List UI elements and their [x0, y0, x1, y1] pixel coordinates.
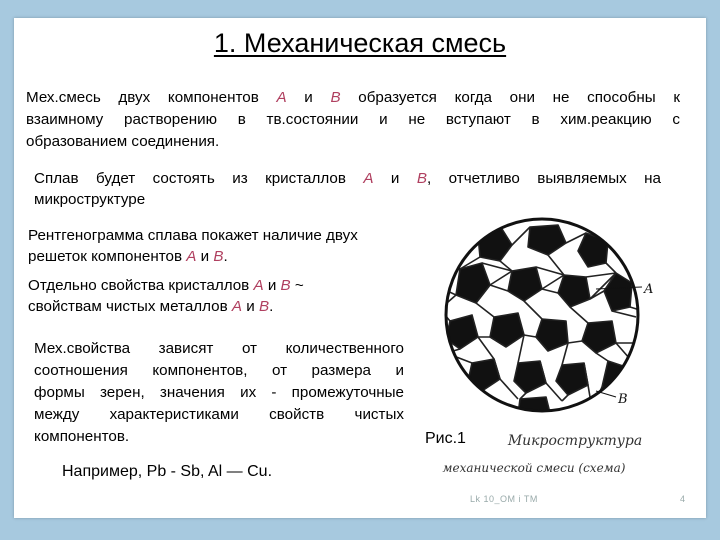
- example-text: Например, Pb - Sb, Al — Cu.: [62, 463, 273, 480]
- microstructure-figure: [420, 213, 700, 418]
- para2-line1: Сплав будет состоять из кристаллов A и B, отчетливо выявляемых на: [34, 170, 661, 187]
- para1-line3: образованием соединения.: [26, 133, 220, 150]
- para5-line5: компонентов.: [34, 428, 130, 445]
- para3-line2: решеток компонентов A и B.: [28, 248, 228, 265]
- para4-line2: свойствам чистых металлов A и B.: [28, 298, 274, 315]
- page-number: 4: [680, 494, 686, 504]
- para2-line2: микроструктуре: [34, 191, 146, 208]
- para4-line1: Отдельно свойства кристаллов A и B ~: [28, 277, 304, 294]
- para5-line4: между характеристиками свойств чистых: [34, 406, 404, 423]
- para5-line2: соотношения компонентов, от размера и: [34, 362, 404, 379]
- para3-line1: Рентгенограмма сплава покажет наличие двух: [28, 227, 358, 244]
- figure-caption-line2: механической смеси (схема): [442, 461, 626, 475]
- label-b: B: [618, 392, 628, 407]
- figure-caption: [480, 427, 670, 455]
- microstructure-drawing: [420, 213, 700, 418]
- figure-number: Рис.1: [425, 430, 466, 447]
- figure-caption-line1: Микроструктура: [507, 433, 643, 449]
- para5-line3: формы зерен, значения их - промежуточные: [34, 384, 404, 401]
- slide-title: 1. Механическая смесь: [213, 28, 507, 58]
- footer-text: Lk 10_OM i TM: [470, 494, 538, 504]
- para1-line2: взаимному растворению в тв.состоянии и не вступают в хим.реакцию с: [26, 111, 680, 128]
- para1-line1: Мех.смесь двух компонентов A и B образуется когда они не способны к: [26, 89, 680, 106]
- label-a: A: [644, 282, 654, 297]
- para5-line1: Мех.свойства зависят от количественного: [34, 340, 404, 357]
